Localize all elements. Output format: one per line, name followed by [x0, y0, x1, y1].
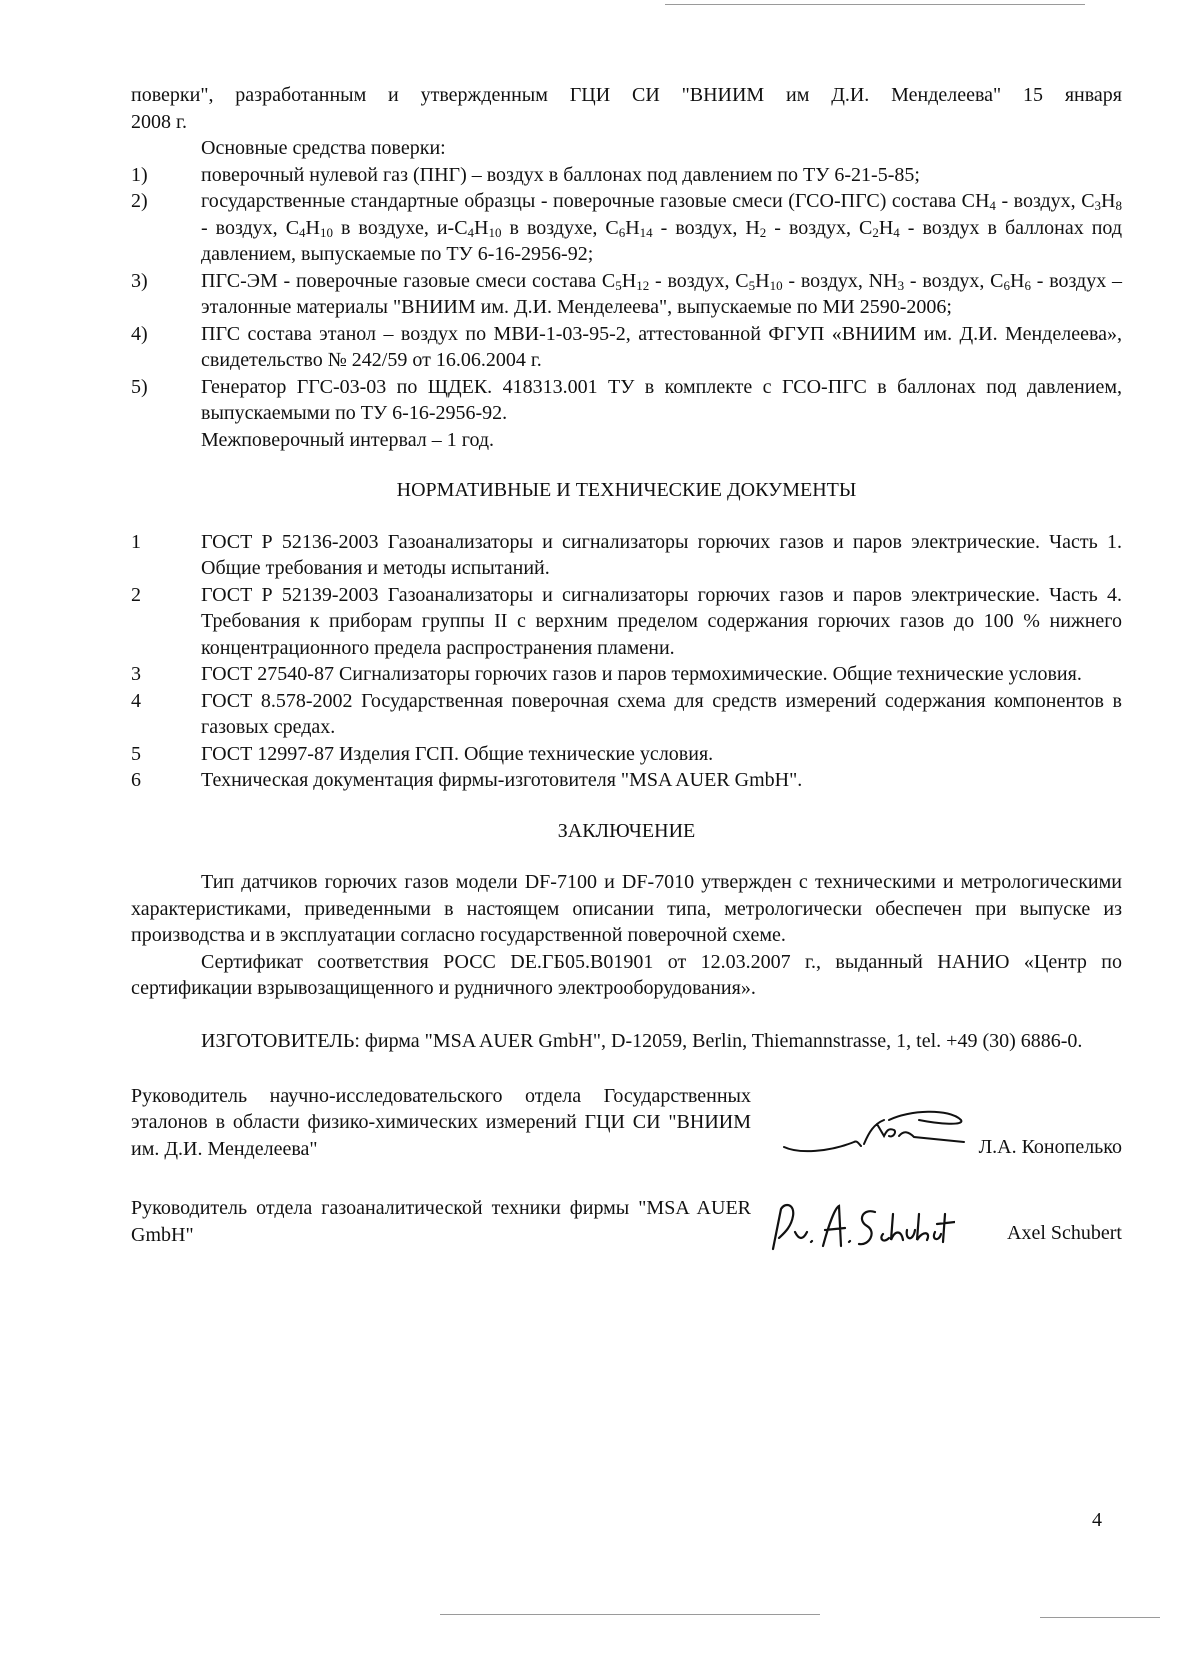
normative-item-5	[131, 741, 1122, 768]
conclusion-paragraph-1: Тип датчиков горючих газов модели DF-7100 и DF-7010 утвержден с техническими и метрологическими характеристиками, приведенными в настоящем описании типа, метрологически обеспечен при выпуске из производства и в эксплуатации согласно государственной поверочной схеме.	[131, 871, 1122, 946]
item-number: 1	[131, 530, 141, 553]
signatory-title: Руководитель научно-исследовательского отдела Государственных эталонов в области физико-химических измерений ГЦИ СИ "ВНИИМ им. Д.И. Менделеева"	[131, 1084, 751, 1160]
scan-artifact	[1040, 1617, 1160, 1618]
item-text: поверочный нулевой газ (ПНГ) – воздух в баллонах под давлением по ТУ 6-21-5-85;	[201, 163, 920, 186]
signatory-title: Руководитель отдела газоаналитической техники фирмы "MSA AUER GmbH"	[131, 1197, 751, 1246]
handwritten-signature-icon	[779, 1102, 969, 1162]
means-title: Основные средства поверки:	[201, 137, 446, 159]
intro-line-1: поверки", разработанным и утвержденным ГЦИ СИ "ВНИИМ им Д.И. Менделеева" 15 января	[131, 84, 1122, 106]
item-number: 2	[131, 583, 141, 606]
item-text: ГОСТ Р 52139-2003 Газоанализаторы и сигнализаторы горючих газов и паров электрические. Часть 4. Требования к приборам группы II с верхним пределом содержания горючих газов до 100 % нижнего концентрационного предела распространения пламени.	[201, 583, 1122, 659]
means-item-1	[131, 162, 1122, 189]
item-number: 4)	[131, 322, 148, 345]
item-number: 4	[131, 689, 141, 712]
signatory-name: Axel Schubert	[1007, 1221, 1122, 1244]
signature-block-msa	[131, 1178, 1122, 1248]
means-item-4	[131, 321, 1122, 374]
item-text: ГОСТ Р 52136-2003 Газоанализаторы и сигнализаторы горючих газов и паров электрические. Часть 1. Общие требования и методы испытаний.	[201, 530, 1122, 579]
item-text: ГОСТ 12997-87 Изделия ГСП. Общие технические условия.	[201, 742, 714, 765]
conclusion-heading: ЗАКЛЮЧЕНИЕ	[557, 819, 696, 842]
item-number: 5)	[131, 375, 148, 398]
normative-item-6	[131, 767, 1122, 794]
item-number: 5	[131, 742, 141, 765]
item-number: 2)	[131, 190, 148, 212]
item-number: 6	[131, 769, 141, 791]
scan-artifact	[665, 4, 1085, 5]
means-item-5	[131, 374, 1122, 427]
means-item-2	[131, 188, 1122, 268]
item-text: ГОСТ 8.578-2002 Государственная поверочная схема для средств измерений содержания компонентов в газовых средах.	[201, 689, 1122, 738]
item-text: ПГС состава этанол – воздух по МВИ-1-03-95-2, аттестованной ФГУП «ВНИИМ им. Д.И. Менделеева», свидетельство № 242/59 от 16.06.2004 г.	[201, 322, 1122, 371]
normative-heading: НОРМАТИВНЫЕ И ТЕХНИЧЕСКИЕ ДОКУМЕНТЫ	[396, 479, 857, 501]
handwritten-signature-icon	[765, 1194, 955, 1256]
means-item-3	[131, 268, 1122, 321]
normative-item-4	[131, 688, 1122, 741]
signature-block-vniim	[131, 1082, 1122, 1162]
intro-line-2: 2008 г.	[131, 110, 187, 133]
item-number: 3	[131, 663, 141, 685]
item-number: 3)	[131, 269, 148, 292]
normative-item-3	[131, 661, 1122, 688]
page-number: 4	[1092, 1509, 1102, 1531]
item-text: Генератор ГГС-03-03 по ЩДЕК. 418313.001 ТУ в комплекте с ГСО-ПГС в баллонах под давлением, выпускаемыми по ТУ 6-16-2956-92.	[201, 375, 1122, 424]
conclusion-paragraph-2: Сертификат соответствия РОСС DE.ГБ05.В01901 от 12.03.2007 г., выданный НАНИО «Центр по сертификации взрывозащищенного и рудничного электрооборудования».	[131, 950, 1122, 999]
item-number: 1)	[131, 163, 148, 186]
normative-item-2	[131, 582, 1122, 662]
document-page	[131, 82, 1122, 1248]
item-text: ПГС-ЭМ - поверочные газовые смеси состава $C_5H_{12}$ - воздух, $C_5H_{10}$ - воздух, $NH_3$ - воздух, $C_6H_6$ - воздух – эталонные материалы "ВНИИМ им. Д.И. Менделеева", выпускаемые по МИ 2590-2006;	[201, 269, 1123, 318]
calibration-interval: Межповерочный интервал – 1 год.	[201, 428, 495, 451]
item-text: государственные стандартные образцы - поверочные газовые смеси (ГСО-ПГС) состава $CH_4$ - воздух, $C_3H_8$ - воздух, $C_4H_{10}$ в воздухе, $и-C_4H_{10}$ в воздухе, $C_6H_{14}$ - воздух, $H_2$ - воздух, $C_2H_4$ - воздух в баллонах под давлением, выпускаемые по ТУ 6-16-2956-92;	[201, 190, 1123, 265]
signatory-name: Л.А. Конопелько	[978, 1135, 1122, 1158]
normative-item-1	[131, 529, 1122, 582]
manufacturer-info: ИЗГОТОВИТЕЛЬ: фирма "MSA AUER GmbH", D-12059, Berlin, Thiemannstrasse, 1, tel. +49 (30) 6886-0.	[201, 1029, 1083, 1052]
item-text: Техническая документация фирмы-изготовителя "MSA AUER GmbH".	[201, 769, 803, 791]
scan-artifact	[440, 1614, 820, 1615]
item-text: ГОСТ 27540-87 Сигнализаторы горючих газов и паров термохимические. Общие технические условия.	[201, 663, 1082, 685]
